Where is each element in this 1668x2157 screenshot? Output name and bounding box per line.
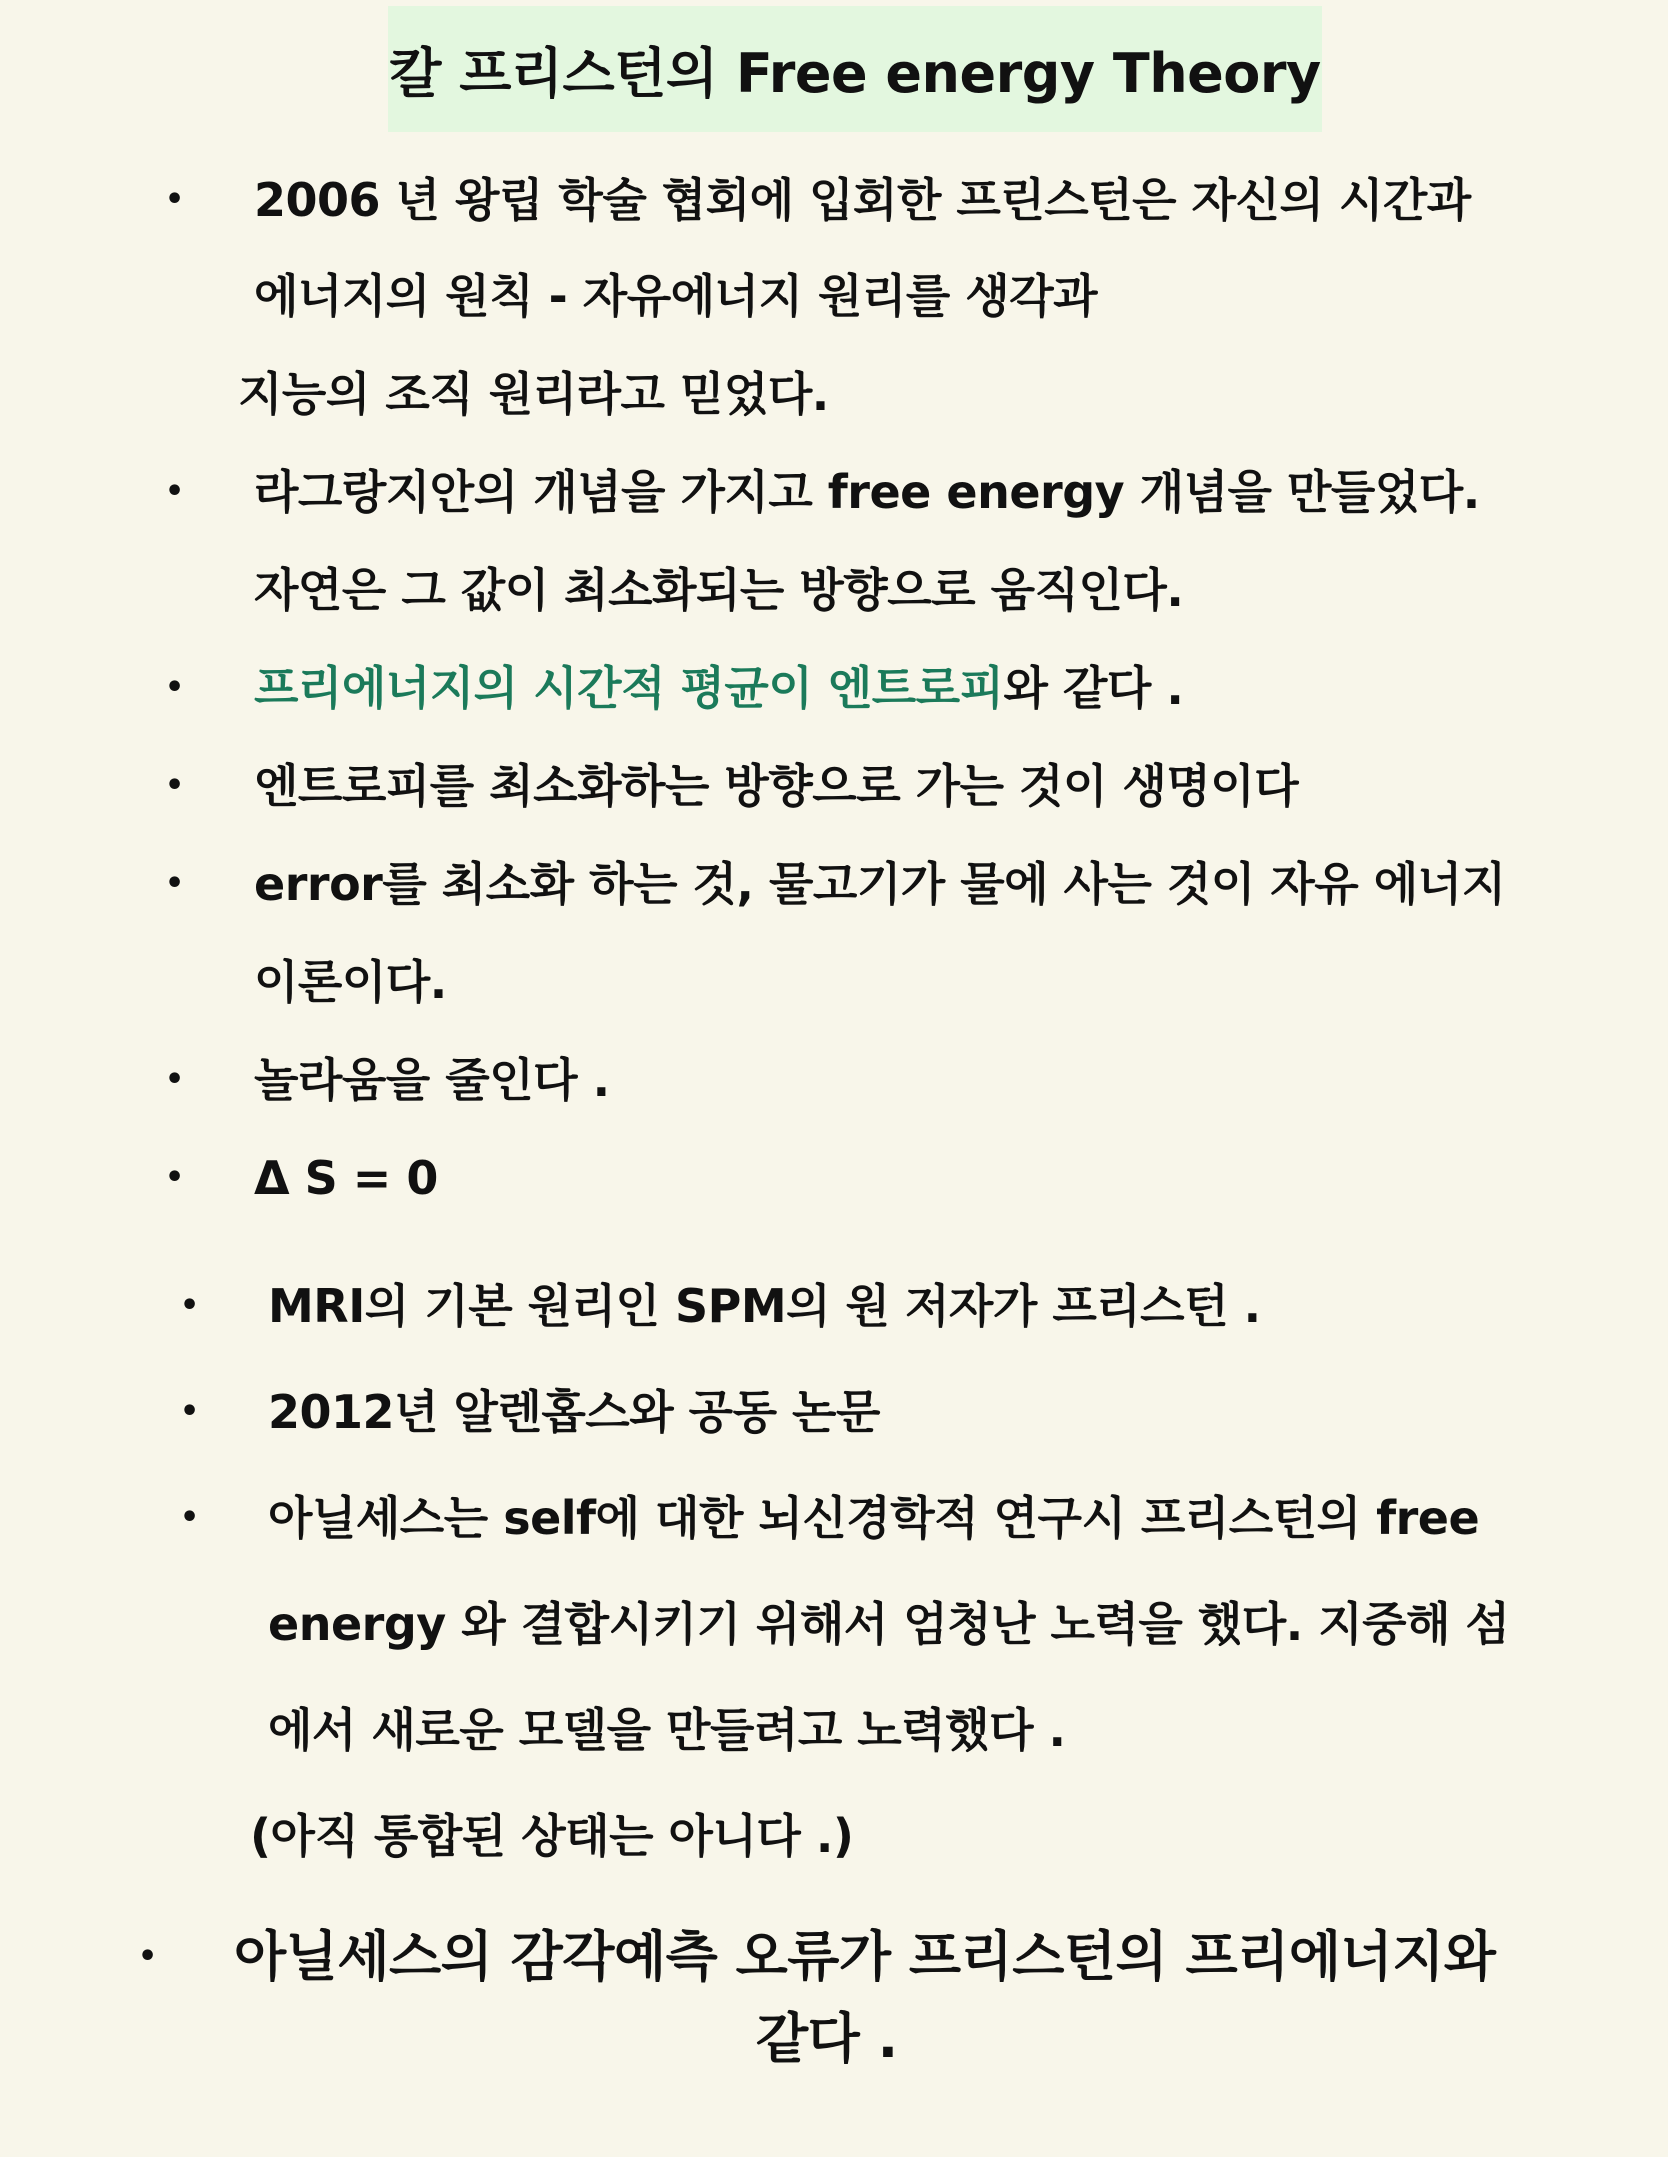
item-5-line-1: error를 최소화 하는 것, 물고기가 물에 사는 것이 자유 에너지 (254, 857, 1506, 911)
item-11-line-2: 같다 . (756, 2007, 898, 2070)
bullet-icon: • (138, 1939, 158, 1974)
item-3-rest: 와 같다 . (1003, 661, 1184, 715)
page-title: 칼 프리스턴의 Free energy Theory (389, 41, 1321, 105)
item-1-line-2: 에너지의 원칙 - 자유에너지 원리를 생각과 (254, 269, 1098, 323)
item-10-line-2: energy 와 결합시키기 위해서 엄청난 노력을 했다. 지중해 섬 (268, 1597, 1510, 1651)
item-4-line-1: 엔트로피를 최소화하는 방향으로 가는 것이 생명이다 (254, 759, 1299, 813)
item-5-line-2: 이론이다. (254, 955, 447, 1009)
bullet-icon: • (180, 1394, 200, 1429)
item-1-line-1: 2006 년 왕립 학술 협회에 입회한 프린스턴은 자신의 시간과 (254, 173, 1471, 227)
highlight-text: 프리에너지의 시간적 평균이 엔트로피 (254, 661, 1004, 715)
bullet-icon: • (165, 1160, 185, 1195)
item-9-line-1: 2012년 알렌홉스와 공동 논문 (268, 1385, 880, 1439)
item-3-line (254, 658, 1183, 718)
title-box (388, 6, 1322, 132)
bullet-icon: • (165, 768, 185, 803)
bullet-icon: • (165, 670, 185, 705)
bullet-icon: • (165, 474, 185, 509)
bullet-icon: • (165, 866, 185, 901)
bullet-icon: • (180, 1288, 200, 1323)
item-2-line-1: 라그랑지안의 개념을 가지고 free energy 개념을 만들었다. (254, 465, 1480, 519)
item-10-line-1: 아닐세스는 self에 대한 뇌신경학적 연구시 프리스턴의 free (268, 1491, 1480, 1545)
item-8-line-1: MRI의 기본 원리인 SPM의 원 저자가 프리스턴 . (268, 1279, 1261, 1333)
item-1-line-3: 지능의 조직 원리라고 믿었다. (238, 367, 829, 421)
item-10-line-3: 에서 새로운 모델을 만들려고 노력했다 . (268, 1703, 1066, 1757)
item-6-line-1: 놀라움을 줄인다 . (254, 1053, 610, 1107)
item-10-line-4: (아직 통합된 상태는 아니다 .) (250, 1809, 854, 1863)
item-11-line-1: 아닐세스의 감각예측 오류가 프리스턴의 프리에너지와 (234, 1925, 1496, 1988)
bullet-icon: • (180, 1500, 200, 1535)
item-7-line-1: Δ S = 0 (254, 1151, 438, 1205)
bullet-icon: • (165, 1062, 185, 1097)
bullet-icon: • (165, 182, 185, 217)
item-2-line-2: 자연은 그 값이 최소화되는 방향으로 움직인다. (254, 563, 1184, 617)
